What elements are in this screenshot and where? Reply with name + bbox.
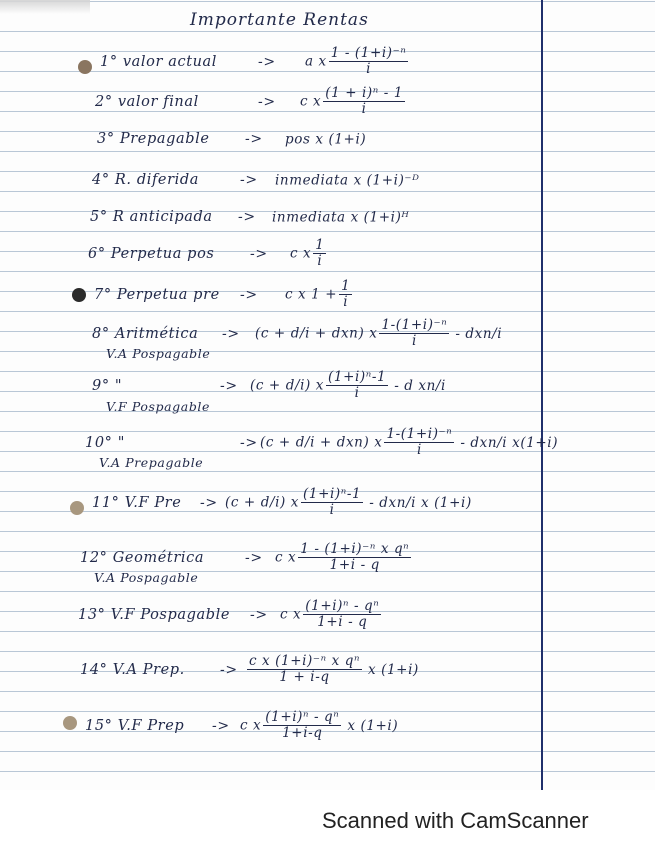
- arrow-icon: ->: [245, 550, 263, 566]
- formula-label: 11° V.F Pre: [92, 495, 182, 511]
- fraction-denominator: i: [329, 502, 335, 518]
- fraction-denominator: i: [354, 385, 360, 401]
- fraction: [384, 427, 454, 458]
- arrow-icon: ->: [200, 495, 218, 511]
- arrow-icon: ->: [238, 209, 256, 225]
- fraction-denominator: 1 + i-q: [279, 669, 330, 685]
- formula-label: 1° valor actual: [100, 54, 218, 70]
- arrow-icon: ->: [222, 326, 240, 342]
- arrow-icon: ->: [220, 662, 238, 678]
- formula-label: 3° Prepagable: [97, 131, 210, 147]
- fraction-numerator: 1 - (1+i)⁻ⁿ: [330, 45, 407, 61]
- formula-sublabel: V.A Pospagable: [94, 570, 199, 585]
- formula-expression: [250, 370, 446, 401]
- fraction: [329, 46, 409, 77]
- formula-expression: [245, 654, 419, 685]
- formula-prefix: c x: [290, 245, 312, 262]
- formula-prefix: c x: [300, 93, 322, 110]
- formula-prefix: (c + d/i) x: [225, 494, 300, 511]
- bullet-dot-icon: [63, 716, 77, 730]
- fraction: [326, 370, 388, 401]
- arrow-icon: ->: [258, 54, 276, 70]
- formula-label: 5° R anticipada: [90, 209, 213, 225]
- formula-prefix: pos x (1+i): [285, 131, 367, 148]
- formula-label: 8° Aritmética: [92, 326, 199, 342]
- fraction-numerator: 1: [315, 237, 325, 253]
- fraction: [339, 279, 352, 310]
- formula-tail: - dxn/i: [455, 325, 503, 342]
- fraction: [247, 654, 362, 685]
- formula-label: 7° Perpetua pre: [94, 287, 220, 303]
- formula-expression: [260, 427, 558, 458]
- fraction: [313, 238, 326, 269]
- formula-expression: [285, 131, 366, 148]
- formula-tail: - d xn/i: [394, 377, 446, 394]
- formula-prefix: c x: [280, 606, 302, 623]
- arrow-icon: ->: [258, 94, 276, 110]
- fraction-numerator: c x (1+i)⁻ⁿ x qⁿ: [249, 653, 361, 669]
- arrow-icon: ->: [240, 287, 258, 303]
- formula-sublabel: V.A Prepagable: [99, 455, 204, 470]
- formula-tail: - dxn/i x(1+i): [460, 434, 559, 451]
- fraction: [263, 710, 341, 741]
- fraction-numerator: 1-(1+i)⁻ⁿ: [381, 317, 448, 333]
- fraction: [298, 542, 411, 573]
- formula-label: 2° valor final: [95, 94, 199, 110]
- margin-line: [541, 0, 543, 790]
- fraction-denominator: i: [416, 442, 422, 458]
- fraction-numerator: (1+i)ⁿ - qⁿ: [305, 598, 380, 614]
- fraction-numerator: 1: [341, 278, 351, 294]
- formula-label: 12° Geométrica: [80, 550, 205, 566]
- formula-expression: [305, 46, 410, 77]
- formula-sublabel: V.F Pospagable: [106, 399, 211, 414]
- fraction-denominator: 1+i - q: [329, 557, 380, 573]
- formula-label: 4° R. diferida: [92, 172, 199, 188]
- formula-tail: - dxn/i x (1+i): [369, 494, 472, 511]
- formula-label: 10° ": [85, 435, 125, 451]
- formula-expression: [290, 238, 328, 269]
- fraction: [379, 318, 449, 349]
- bullet-dot-icon: [70, 501, 84, 515]
- bullet-dot-icon: [78, 60, 92, 74]
- fraction-numerator: (1+i)ⁿ-1: [303, 486, 362, 502]
- fraction: [301, 487, 363, 518]
- formula-expression: [275, 172, 420, 189]
- arrow-icon: ->: [250, 607, 268, 623]
- formula-prefix: c x: [275, 549, 297, 566]
- fraction: [303, 599, 381, 630]
- fraction: [323, 86, 405, 117]
- arrow-icon: ->: [220, 378, 238, 394]
- formula-label: 14° V.A Prep.: [80, 662, 185, 678]
- page-title: Importante Rentas: [190, 10, 369, 30]
- formula-label: 9° ": [92, 378, 123, 394]
- formula-expression: [280, 599, 383, 630]
- arrow-icon: ->: [245, 131, 263, 147]
- arrow-icon: ->: [240, 172, 258, 188]
- fraction-numerator: (1+i)ⁿ-1: [328, 369, 387, 385]
- fraction-denominator: i: [317, 253, 323, 269]
- formula-label: 15° V.F Prep: [85, 718, 185, 734]
- fraction-denominator: i: [411, 333, 417, 349]
- formula-label: 6° Perpetua pos: [88, 246, 215, 262]
- fraction-denominator: i: [366, 61, 372, 77]
- scanner-watermark: Scanned with CamScanner: [322, 808, 589, 833]
- formula-tail: x (1+i): [368, 661, 419, 678]
- formula-expression: [285, 279, 354, 310]
- fraction-numerator: 1 - (1+i)⁻ⁿ x qⁿ: [300, 541, 410, 557]
- formula-expression: [225, 487, 472, 518]
- formula-sublabel: V.A Pospagable: [106, 346, 211, 361]
- fraction-denominator: 1+i-q: [282, 725, 323, 741]
- fraction-numerator: (1 + i)ⁿ - 1: [325, 85, 404, 101]
- formula-expression: [275, 542, 413, 573]
- formula-prefix: inmediata x (1+i)ᴴ: [272, 209, 410, 226]
- bullet-dot-icon: [72, 288, 86, 302]
- formula-label: 13° V.F Pospagable: [78, 607, 231, 623]
- scan-shadow: [0, 0, 90, 14]
- formula-prefix: (c + d/i) x: [250, 377, 325, 394]
- formula-tail: x (1+i): [347, 717, 399, 734]
- formula-expression: [272, 209, 409, 226]
- formula-expression: [255, 318, 502, 349]
- fraction-numerator: 1-(1+i)⁻ⁿ: [386, 426, 453, 442]
- arrow-icon: ->: [212, 718, 230, 734]
- formula-prefix: (c + d/i + dxn) x: [255, 325, 378, 342]
- fraction-denominator: i: [361, 101, 367, 117]
- fraction-denominator: 1+i - q: [317, 614, 368, 630]
- formula-expression: [240, 710, 398, 741]
- formula-prefix: c x: [240, 717, 262, 734]
- arrow-icon: ->: [250, 246, 268, 262]
- formula-prefix: (c + d/i + dxn) x: [260, 434, 383, 451]
- arrow-icon: ->: [240, 435, 258, 451]
- fraction-denominator: i: [343, 294, 349, 310]
- formula-prefix: inmediata x (1+i)⁻ᴰ: [275, 172, 420, 189]
- formula-prefix: a x: [305, 53, 327, 70]
- fraction-numerator: (1+i)ⁿ - qⁿ: [265, 709, 340, 725]
- formula-expression: [300, 86, 407, 117]
- formula-prefix: c x 1 +: [285, 286, 338, 303]
